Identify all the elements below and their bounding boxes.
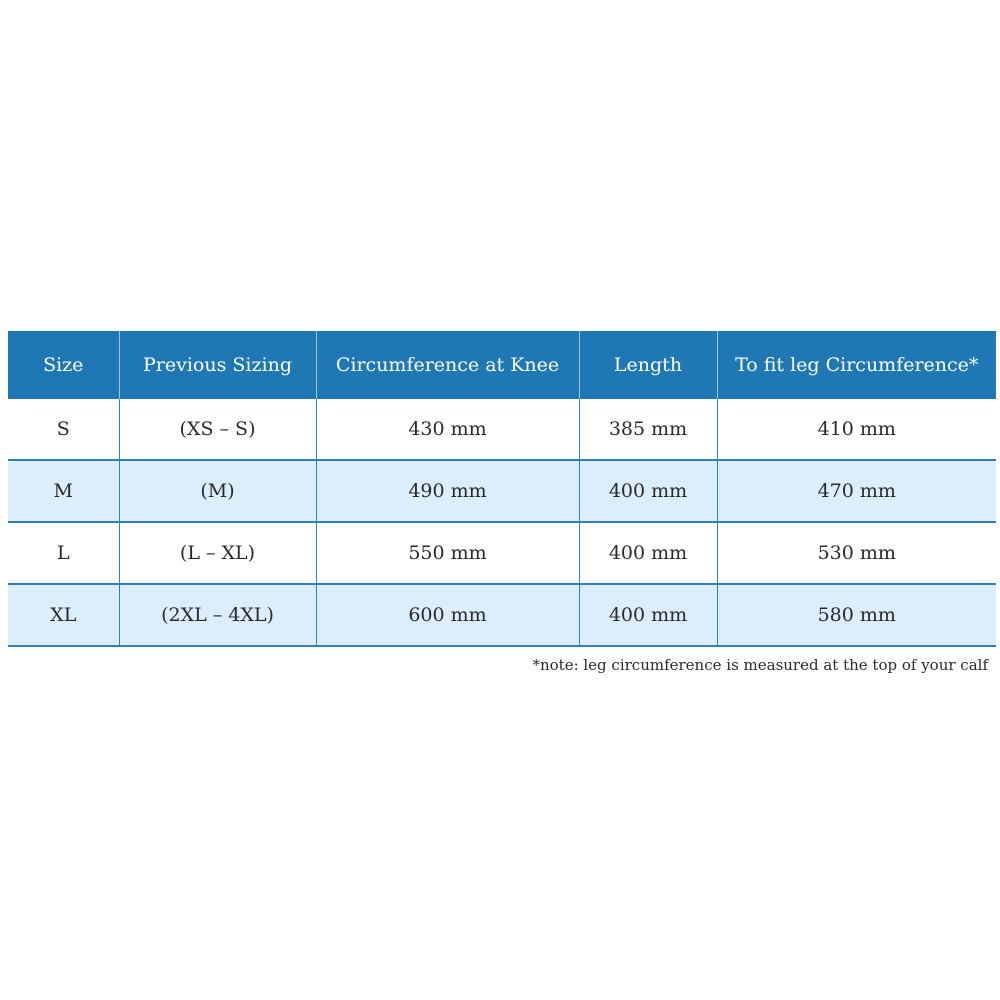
table-header-row	[8, 331, 996, 399]
table-row	[8, 460, 996, 522]
cell-size: M	[8, 460, 119, 522]
header-size: Size	[8, 331, 119, 399]
cell-length: 400 mm	[579, 522, 717, 584]
cell-length: 400 mm	[579, 460, 717, 522]
cell-previous-sizing: (2XL – 4XL)	[119, 584, 316, 646]
table-row	[8, 584, 996, 646]
cell-leg-circumference: 470 mm	[717, 460, 996, 522]
cell-circumference-at-knee: 550 mm	[316, 522, 579, 584]
header-previous-sizing: Previous Sizing	[119, 331, 316, 399]
table-row	[8, 522, 996, 584]
cell-previous-sizing: (XS – S)	[119, 399, 316, 460]
cell-circumference-at-knee: 600 mm	[316, 584, 579, 646]
cell-leg-circumference: 530 mm	[717, 522, 996, 584]
footnote: *note: leg circumference is measured at the top of your calf	[532, 656, 988, 674]
size-chart-table	[8, 331, 996, 647]
header-leg-circumference: To fit leg Circumference*	[717, 331, 996, 399]
cell-length: 385 mm	[579, 399, 717, 460]
cell-size: S	[8, 399, 119, 460]
header-length: Length	[579, 331, 717, 399]
table-row	[8, 399, 996, 460]
cell-circumference-at-knee: 430 mm	[316, 399, 579, 460]
cell-length: 400 mm	[579, 584, 717, 646]
cell-circumference-at-knee: 490 mm	[316, 460, 579, 522]
cell-size: L	[8, 522, 119, 584]
cell-leg-circumference: 410 mm	[717, 399, 996, 460]
cell-previous-sizing: (M)	[119, 460, 316, 522]
cell-size: XL	[8, 584, 119, 646]
header-circumference-at-knee: Circumference at Knee	[316, 331, 579, 399]
cell-leg-circumference: 580 mm	[717, 584, 996, 646]
cell-previous-sizing: (L – XL)	[119, 522, 316, 584]
